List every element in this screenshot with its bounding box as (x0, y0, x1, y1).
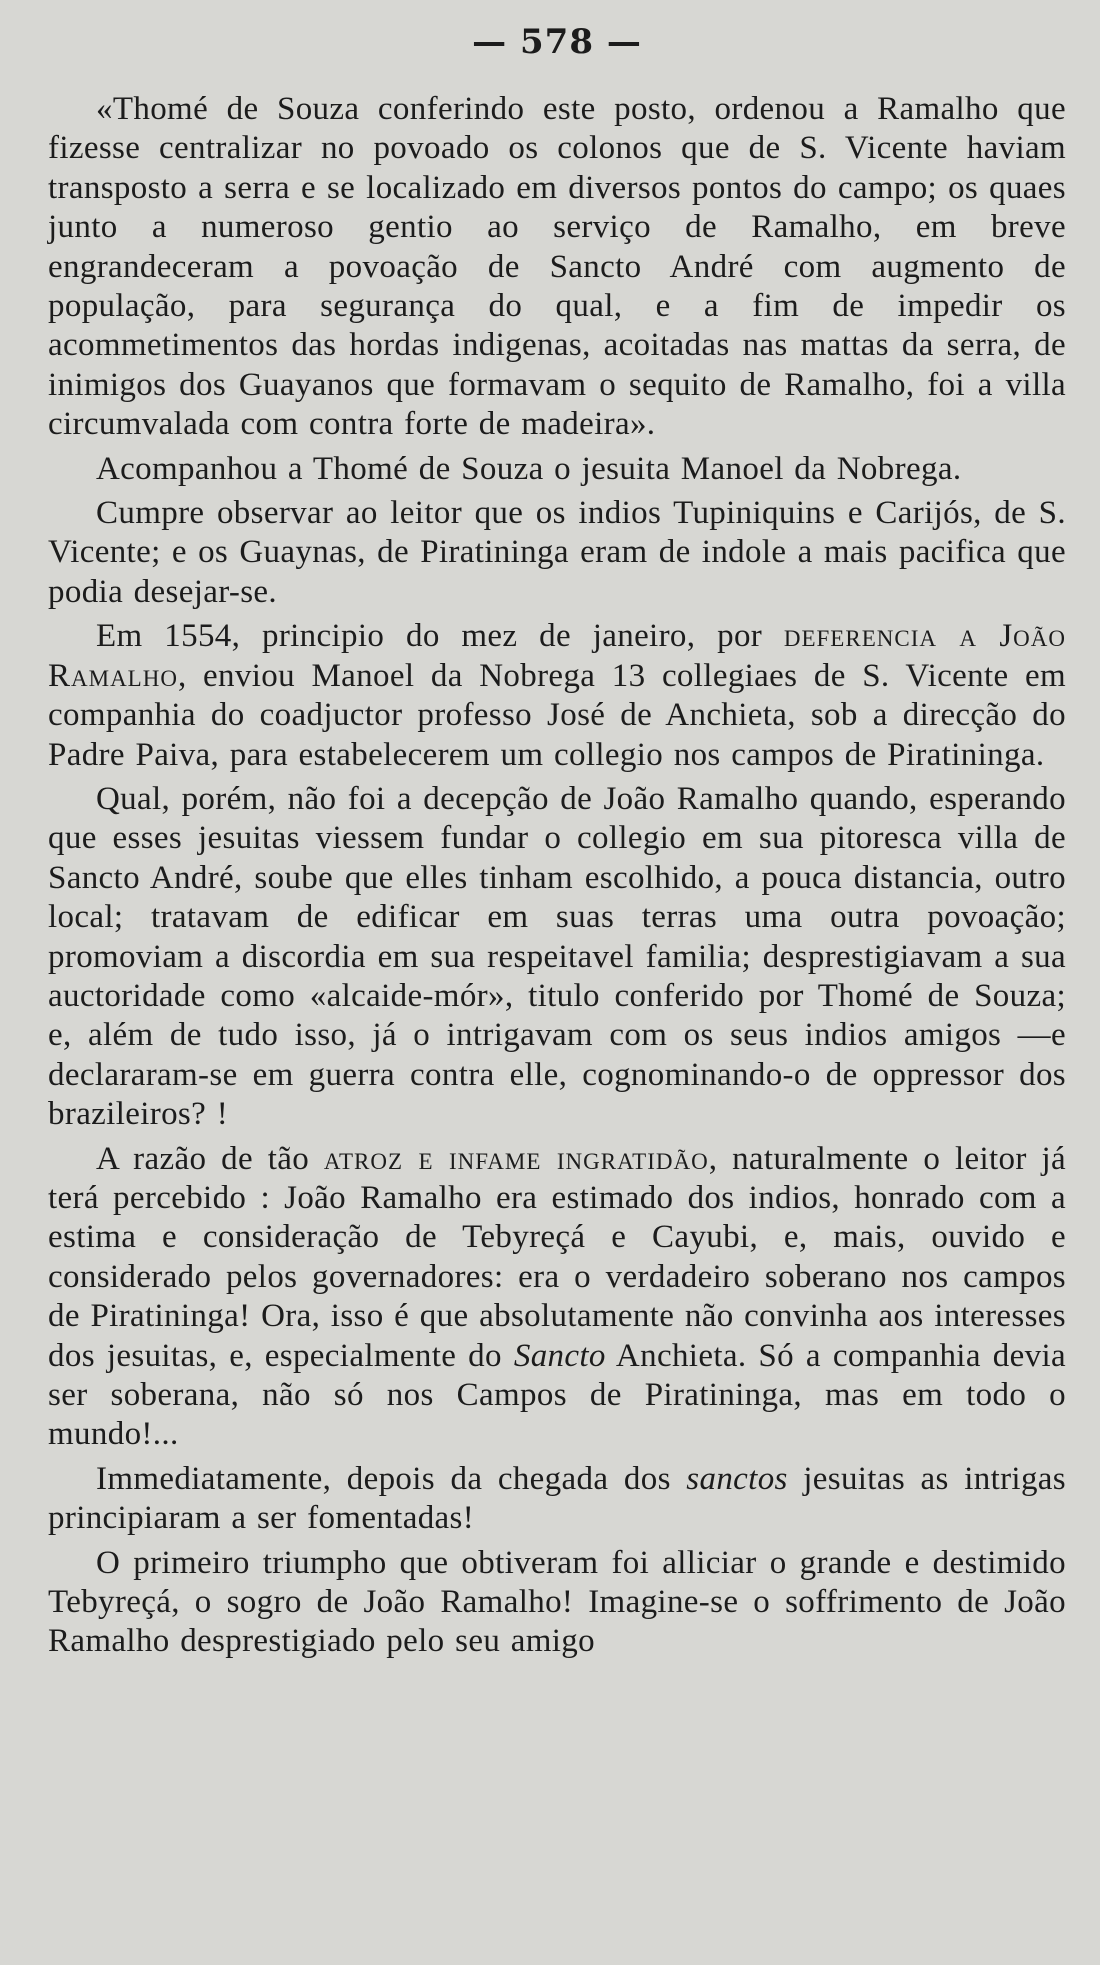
small-caps-text: deferencia a João Ramalho (48, 618, 1066, 694)
paragraph (48, 780, 1066, 1135)
paragraph (48, 494, 1066, 612)
text-run: jesuitas as intrigas principiaram a ser fomentadas! (48, 1460, 1066, 1537)
page-body (48, 90, 1066, 1662)
paragraph (48, 1140, 1066, 1455)
paragraph (48, 1544, 1066, 1662)
text-run: , naturalmente o leitor já terá percebido : João Ramalho era estimado dos indios, honrado com a estima e consideração de Tebyreçá e Cayubi, e, mais, ouvido e considerado pelos governadores: era o verdadeiro soberano nos campos de Piratininga! Ora, isso é que absolutamente não convinha aos interesses dos jesuitas, e, especialmente do (48, 1140, 1067, 1374)
text-run: Em 1554, principio do mez de janeiro, por (96, 618, 784, 655)
text-run: Cumpre observar ao leitor que os indios Tupiniquins e Carijós, de S. Vicente; e os Guaynas, de Piratininga eram de indole a mais pacifica que podia desejar-se. (48, 495, 1066, 610)
text-run: , enviou Manoel da Nobrega 13 collegiaes de S. Vicente em companhia do coadjuctor professo José de Anchieta, sob a direcção do Padre Paiva, para estabelecerem um collegio nos campos de Piratininga. (48, 657, 1066, 773)
paragraph (48, 90, 1066, 445)
small-caps-text: atroz e infame ingratidão (323, 1140, 709, 1177)
paragraph (48, 1460, 1066, 1539)
paragraph (48, 450, 1066, 489)
text-run: Qual, porém, não foi a decepção de João Ramalho quando, esperando que esses jesuitas viessem fundar o collegio em sua pitoresca villa de Sancto André, soube que elles tinham escolhido, a pouca distancia, outro local; tratavam de edificar em suas terras uma outra povoação; promoviam a discordia em sua respeitavel familia; desprestigiavam a sua auctoridade como «alcaide-mór», titulo conferido por Thomé de Souza; e, além de tudo isso, já o intrigavam com os seus indios amigos —e declararam-se em guerra contra elle, cognominando-o de oppressor dos brazileiros? ! (48, 780, 1066, 1133)
page-number: — 578 — (472, 22, 642, 62)
text-run: Immediatamente, depois da chegada dos (96, 1460, 687, 1497)
paragraph (48, 617, 1066, 775)
text-run: A razão de tão (96, 1140, 324, 1177)
text-run: O primeiro triumpho que obtiveram foi alliciar o grande e destimido Tebyreçá, o sogro de João Ramalho! Imagine-se o soffrimento de João Ramalho desprestigiado pelo seu amigo (48, 1544, 1066, 1660)
italic-text: Sancto (513, 1337, 606, 1374)
italic-text: sanctos (686, 1460, 788, 1497)
text-run: Anchieta. Só a companhia devia ser soberana, não só nos Campos de Piratininga, mas em todo o mundo!... (48, 1337, 1066, 1453)
text-run: Acompanhou a Thomé de Souza o jesuita Manoel da Nobrega. (96, 450, 962, 487)
text-run: «Thomé de Souza conferindo este posto, ordenou a Ramalho que fizesse centralizar no povoado os colonos que de S. Vicente haviam transposto a serra e se localizado em diversos pontos do campo; os quaes junto a numeroso gentio ao serviço de Ramalho, em breve engrandeceram a povoação de Sancto André com augmento de população, para segurança do qual, e a fim de impedir os acommetimentos das hordas indigenas, acoitadas nas mattas da serra, de inimigos dos Guayanos que formavam o sequito de Ramalho, foi a villa circumvalada com contra forte de madeira». (48, 91, 1066, 443)
